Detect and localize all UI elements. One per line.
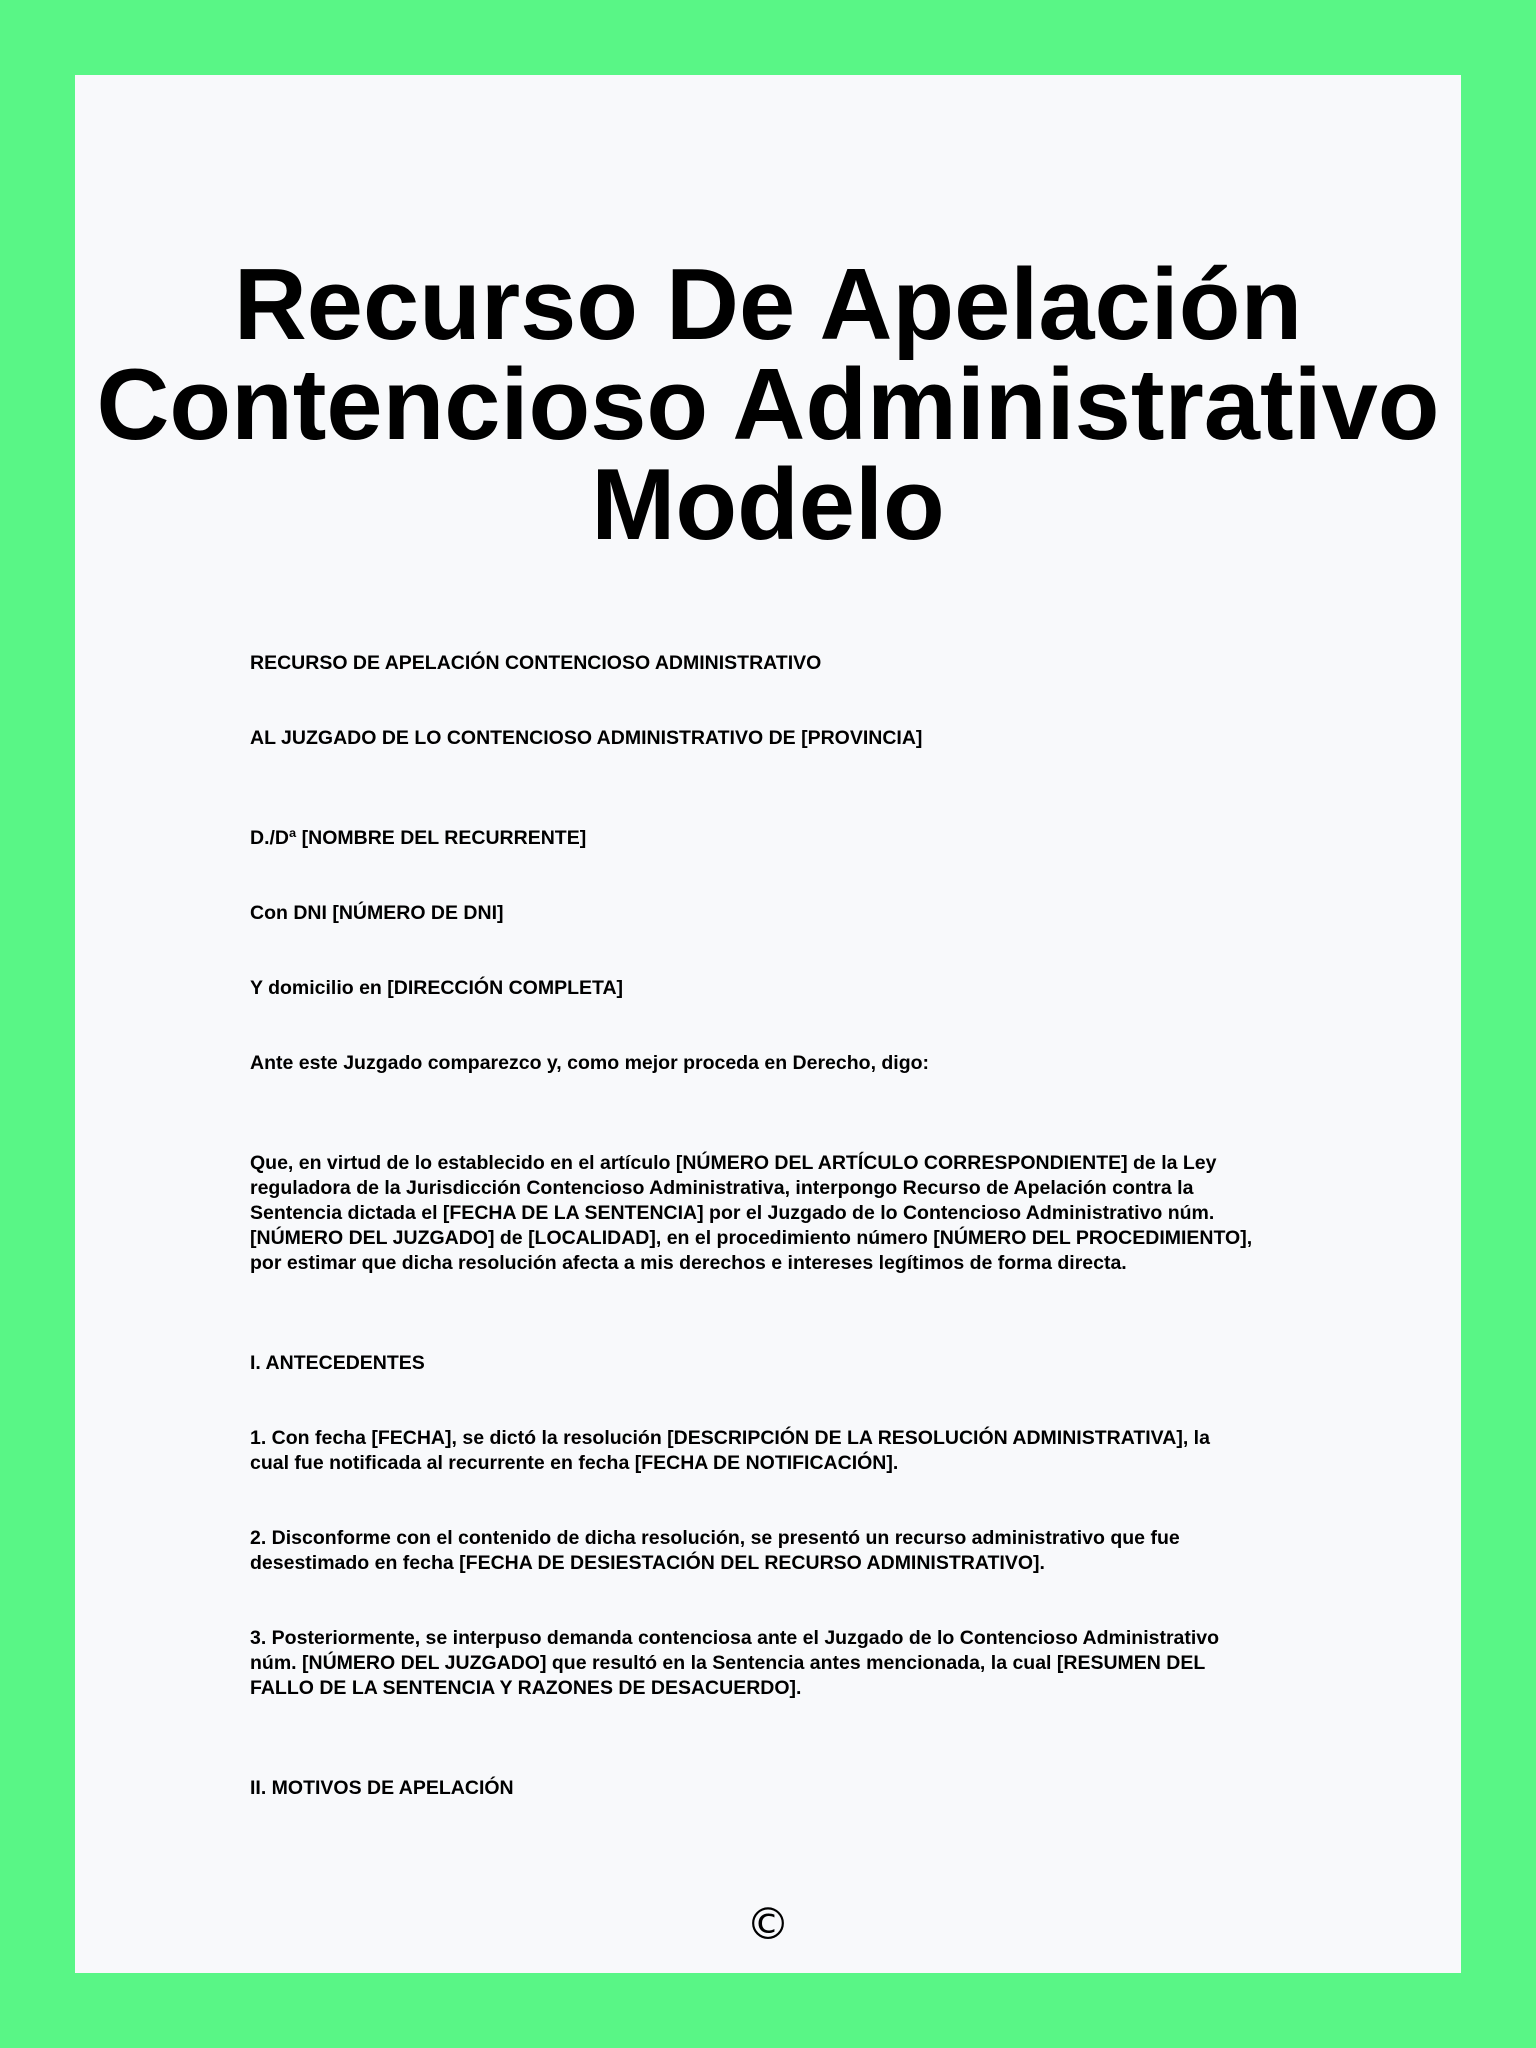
dni-line: Con DNI [NÚMERO DE DNI] <box>250 902 504 924</box>
antecedent-item-2: 2. Disconforme con el contenido de dicha resolución, se presentó un recurso administrativo que fue desestimado en fecha [FECHA DE DESIESTACIÓN DEL RECURSO ADMINISTRATIVO]. <box>250 1527 1180 1574</box>
antecedent-item-3: 3. Posteriormente, se interpuso demanda contenciosa ante el Juzgado de lo Contencioso Administrativo núm. [NÚMERO DEL JUZGADO] que resultó en la Sentencia antes mencionada, la cual [RESUMEN DEL FALLO DE LA SENTENCIA Y RAZONES DE DESACUERDO]. <box>250 1627 1220 1699</box>
antecedent-item-1: 1. Con fecha [FECHA], se dictó la resolución [DESCRIPCIÓN DE LA RESOLUCIÓN ADMINISTRATIVA], la cual fue notificada al recurrente en fecha [FECHA DE NOTIFICACIÓN]. <box>250 1427 1210 1474</box>
intro-line: Ante este Juzgado comparezco y, como mejor proceda en Derecho, digo: <box>250 1052 930 1074</box>
title-line-2: Contencioso Administrativo <box>96 349 1440 461</box>
document-title <box>75 249 1461 561</box>
document-heading: RECURSO DE APELACIÓN CONTENCIOSO ADMINISTRATIVO <box>250 652 822 674</box>
addressee-line: AL JUZGADO DE LO CONTENCIOSO ADMINISTRATIVO DE [PROVINCIA] <box>250 727 923 749</box>
section-heading-antecedentes: I. ANTECEDENTES <box>250 1352 425 1374</box>
section-heading-motivos: II. MOTIVOS DE APELACIÓN <box>250 1777 514 1799</box>
document-page <box>75 75 1461 1973</box>
title-line-3: Modelo <box>591 449 945 561</box>
copyright-icon: © <box>746 1899 790 1950</box>
statement-paragraph: Que, en virtud de lo establecido en el artículo [NÚMERO DEL ARTÍCULO CORRESPONDIENTE] de la Ley reguladora de la Jurisdicción Contencioso Administrativa, interpongo Recurso de Apelación contra la Sentencia dictada el [FECHA DE LA SENTENCIA] por el Juzgado de lo Contencioso Administrativo núm. [NÚMERO DEL JUZGADO] de [LOCALIDAD], en el procedimiento número [NÚMERO DEL PROCEDIMIENTO], por estimar que dicha resolución afecta a mis derechos e intereses legítimos de forma directa. <box>250 1152 1253 1274</box>
domicile-line: Y domicilio en [DIRECCIÓN COMPLETA] <box>250 977 624 999</box>
appellant-line: D./Dª [NOMBRE DEL RECURRENTE] <box>250 827 587 849</box>
title-line-1: Recurso De Apelación <box>233 249 1303 361</box>
